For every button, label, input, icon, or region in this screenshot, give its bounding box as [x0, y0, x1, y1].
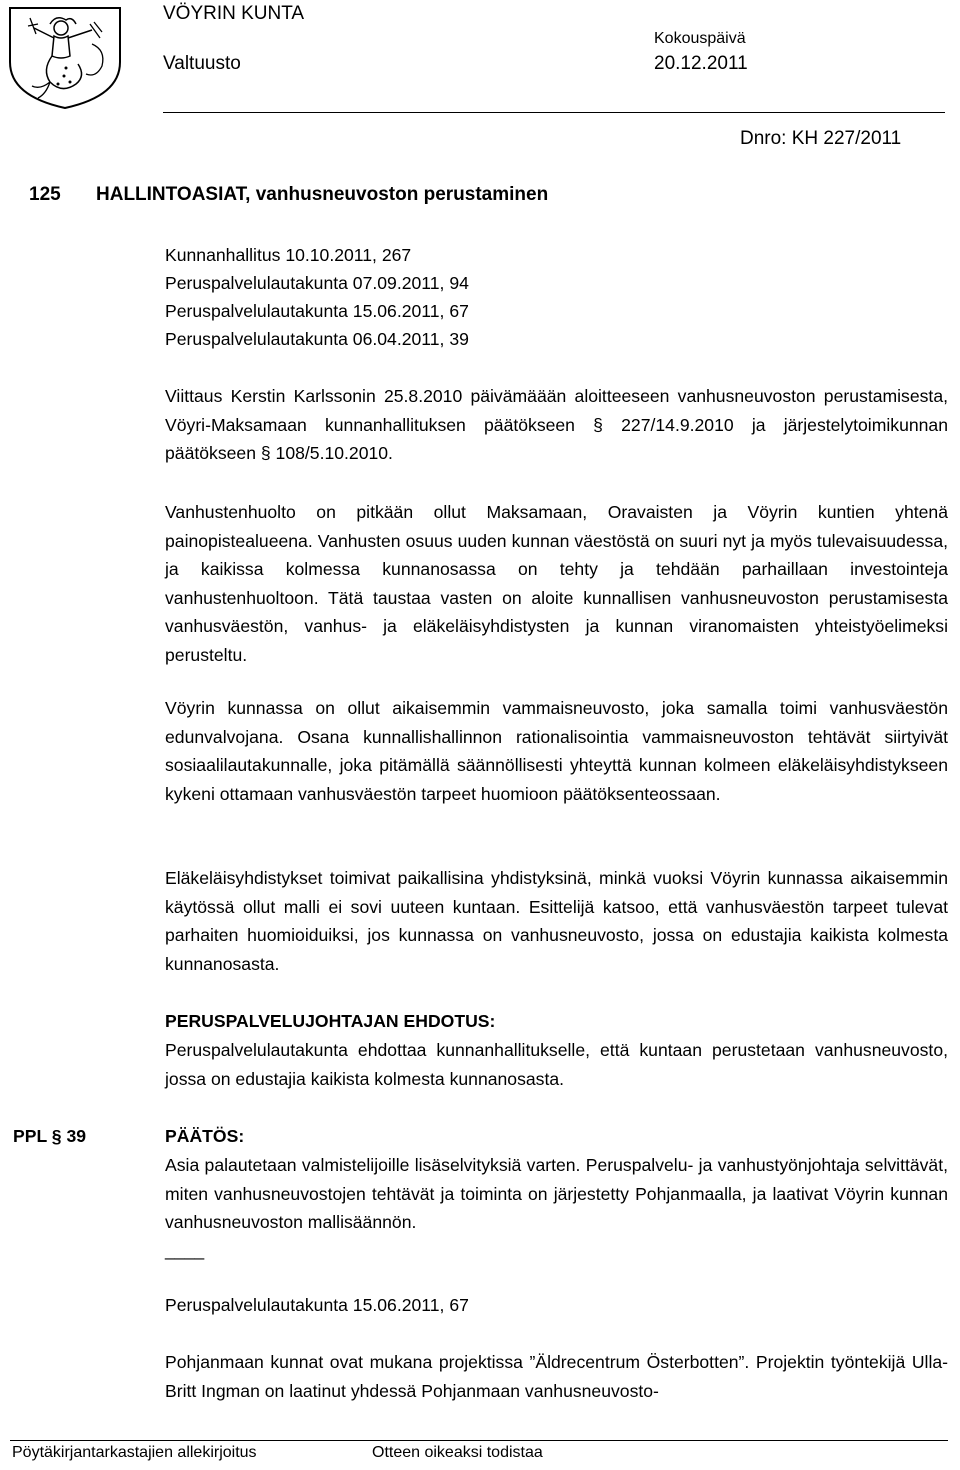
paragraph: Viittaus Kerstin Karlssonin 25.8.2010 päivämäään aloitteeseen vanhusneuvoston perustamisesta, Vöyri-Maksamaan kunnanhallituksen päätökseen § 227/14.9.2010 ja järjestelytoimikunnan päätökseen § 108/5.10.2010.: [165, 386, 948, 464]
reference-item: Peruspalvelulautakunta 15.06.2011, 67: [165, 301, 469, 321]
paragraph: Vanhustenhuolto on pitkään ollut Maksamaan, Oravaisten ja Vöyrin kuntien yhtenä painopistealueena. Vanhusten osuus uuden kunnan väestöstä on suuri nyt ja myös tulevaisuudessa, ja kaikissa kolmessa kunnanosassa on tehty ja tehdään parhaillaan investointeja vanhustenhuoltoon. Tätä taustaa vasten on aloite kunnallisen vanhusneuvoston perustamisesta vanhusväestön, vanhus- ja eläkeläisyhdistysten ja kunnan viranomaisten yhteistyöelimeksi perusteltu.: [165, 502, 948, 665]
coat-of-arms-icon: [6, 4, 124, 110]
reference-list: [165, 241, 665, 353]
reference-item: Peruspalvelulautakunta 07.09.2011, 94: [165, 273, 469, 293]
footer-signature-label: Pöytäkirjantarkastajien allekirjoitus: [12, 1444, 257, 1461]
municipality-name: VÖYRIN KUNTA: [163, 3, 305, 24]
paragraph: Vöyrin kunnassa on ollut aikaisemmin vammaisneuvosto, joka samalla toimi vanhusväestön edunvalvojana. Osana kunnallishallinnon rationalisointia vammaisneuvoston tehtävät siirtyivät sosiaalilautakunnalle, joka pitämällä säännöllisesti yhteyttä kunnan kolmeen eläkeläisyhdistykseen kykeni ottamaan vanhusväestön tarpeet huomioon päätöksenteossaan.: [165, 698, 948, 804]
decision-separator: ____: [165, 1240, 205, 1260]
later-reference: Peruspalvelulautakunta 15.06.2011, 67: [165, 1295, 469, 1315]
footer-rule: [10, 1440, 948, 1441]
meeting-date-label: Kokouspäivä: [654, 30, 746, 47]
decision-heading: PÄÄTÖS:: [165, 1126, 245, 1146]
header-rule: [163, 112, 945, 113]
proposal-text: Peruspalvelulautakunta ehdottaa kunnanhallitukselle, että kuntaan perustetaan vanhusneuvosto, jossa on edustajia kaikista kolmesta kunnanosasta.: [165, 1040, 948, 1089]
decision-text: Asia palautetaan valmistelijoille lisäselvityksiä varten. Peruspalvelu- ja vanhustyönjohtaja selvittävät, miten vanhusneuvostojen tehtävät ja toiminta on järjestetty Pohjanmaalla, ja laativat Vöyrin kunnan vanhusneuvoston mallisäännön.: [165, 1155, 948, 1233]
paragraph: Eläkeläisyhdistykset toimivat paikallisina yhdistyksinä, minkä vuoksi Vöyrin kunnassa aikaisemmin käytössä ollut malli ei sovi uuteen kuntaan. Esittelijä katsoo, että vanhusväestön tarpeet tulevat parhaiten huomioiduiksi, jos kunnassa on vanhusneuvosto, jossa on edustajia kaikista kolmesta kunnanosasta.: [165, 868, 948, 974]
section-number: 125: [29, 184, 61, 205]
meeting-date: 20.12.2011: [654, 53, 748, 74]
later-paragraph: Pohjanmaan kunnat ovat mukana projektissa ”Äldrecentrum Österbotten”. Projektin työntekijä Ulla-Britt Ingman on laatinut yhdessä Pohjanmaan vanhusneuvosto-: [165, 1352, 948, 1401]
governing-body-name: Valtuusto: [163, 53, 241, 74]
reference-item: Kunnanhallitus 10.10.2011, 267: [165, 245, 412, 265]
footer-certification-label: Otteen oikeaksi todistaa: [372, 1444, 543, 1461]
municipal-coat-of-arms-logo: [6, 4, 124, 110]
record-number: Dnro: KH 227/2011: [740, 128, 902, 149]
section-title: HALLINTOASIAT, vanhusneuvoston perustaminen: [96, 184, 549, 205]
proposal-heading: PERUSPALVELUJOHTAJAN EHDOTUS:: [165, 1011, 496, 1031]
decision-margin-label: PPL § 39: [13, 1126, 87, 1146]
reference-item: Peruspalvelulautakunta 06.04.2011, 39: [165, 329, 469, 349]
